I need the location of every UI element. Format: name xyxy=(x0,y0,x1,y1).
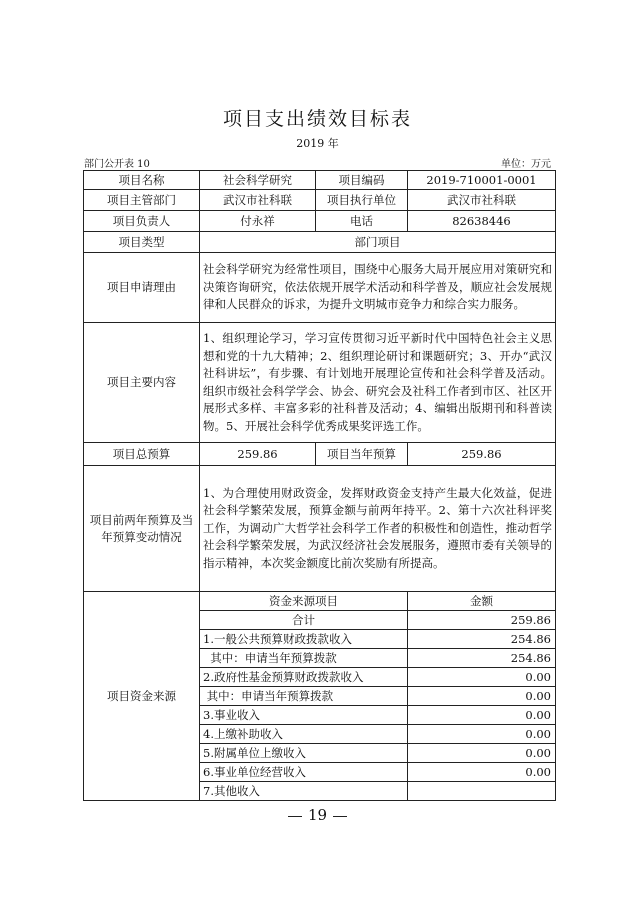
funding-item: 3.事业收入 xyxy=(200,706,408,725)
name-label: 项目名称 xyxy=(84,171,200,190)
unit-label: 单位：万元 xyxy=(501,159,551,170)
dept-label: 项目主管部门 xyxy=(84,190,200,211)
exec-value: 武汉市社科联 xyxy=(408,190,556,211)
current-budget-value: 259.86 xyxy=(408,443,556,466)
year-label: 2019 年 xyxy=(296,137,339,150)
funding-amount-total: 259.86 xyxy=(408,611,556,630)
funding-amount: 0.00 xyxy=(408,763,556,782)
funding-amount: 0.00 xyxy=(408,668,556,687)
funding-item: 7.其他收入 xyxy=(200,782,408,801)
change-text: 1、为合理使用财政资金，发挥财政资金支持产生最大化效益，促进社会科学繁荣发展，预算金额与前两年持平。2、第十六次社科评奖工作，为调动广大哲学社会科学工作者的积极性和创造性，推动哲学社会科学繁荣发展，为武汉经济社会发展服务，遵照市委有关领导的指示精神，本次奖金额度比前次奖励有所提高。 xyxy=(200,466,556,592)
total-budget-value: 259.86 xyxy=(200,443,316,466)
funding-item: 2.政府性基金预算财政拨款收入 xyxy=(200,668,408,687)
funding-item-total: 合计 xyxy=(200,611,408,630)
funding-item: 其中：申请当年预算拨款 xyxy=(200,649,408,668)
exec-label: 项目执行单位 xyxy=(316,190,408,211)
content-label: 项目主要内容 xyxy=(84,323,200,443)
funding-item: 1.一般公共预算财政拨款收入 xyxy=(200,630,408,649)
funding-item: 5.附属单位上缴收入 xyxy=(200,744,408,763)
funding-item: 其中：申请当年预算拨款 xyxy=(200,687,408,706)
phone-value: 82638446 xyxy=(408,211,556,232)
page-number xyxy=(0,806,635,824)
reason-text: 社会科学研究为经常性项目，围绕中心服务大局开展应用对策研究和决策咨询研究，依法依规开展学术活动和科学普及，顺应社会发展规律和人民群众的诉求，为提升文明城市竞争力和综合实力服务。 xyxy=(200,253,556,323)
total-budget-label: 项目总预算 xyxy=(84,443,200,466)
funding-header-source: 资金来源项目 xyxy=(200,592,408,611)
funding-amount: 0.00 xyxy=(408,687,556,706)
phone-label: 电话 xyxy=(316,211,408,232)
reason-label: 项目申请理由 xyxy=(84,253,200,323)
leader-label: 项目负责人 xyxy=(84,211,200,232)
name-value: 社会科学研究 xyxy=(200,171,316,190)
funding-label: 项目资金来源 xyxy=(84,592,200,801)
funding-amount: 0.00 xyxy=(408,725,556,744)
dash-left xyxy=(288,816,302,817)
type-value: 部门项目 xyxy=(200,232,556,253)
code-value: 2019-710001-0001 xyxy=(408,171,556,190)
dash-right xyxy=(333,816,347,817)
leader-value: 付永祥 xyxy=(200,211,316,232)
type-label: 项目类型 xyxy=(84,232,200,253)
funding-amount: 0.00 xyxy=(408,706,556,725)
table-number: 部门公开表 10 xyxy=(84,159,150,170)
funding-item: 6.事业单位经营收入 xyxy=(200,763,408,782)
funding-header-amount: 金额 xyxy=(408,592,556,611)
page-number-text: 19 xyxy=(307,806,328,824)
funding-amount: 254.86 xyxy=(408,630,556,649)
page-title: 项目支出绩效目标表 xyxy=(222,108,412,130)
funding-item: 4.上缴补助收入 xyxy=(200,725,408,744)
funding-amount: 254.86 xyxy=(408,649,556,668)
funding-amount: 0.00 xyxy=(408,744,556,763)
code-label: 项目编码 xyxy=(316,171,408,190)
current-budget-label: 项目当年预算 xyxy=(316,443,408,466)
content-text: 1、组织理论学习，学习宣传贯彻习近平新时代中国特色社会主义思想和党的十九大精神；2、组织理论研讨和课题研究；3、开办“武汉社科讲坛”，有步骤、有计划地开展理论宣传和社会科学普及活动。组织市级社会科学学会、协会、研究会及社科工作者到市区、社区开展形式多样、丰富多彩的社科普及活动；4、编辑出版期刊和科普读物。5、开展社会科学优秀成果奖评选工作。 xyxy=(200,323,556,443)
funding-amount xyxy=(408,782,556,801)
change-label: 项目前两年预算及当年预算变动情况 xyxy=(84,466,200,592)
dept-value: 武汉市社科联 xyxy=(200,190,316,211)
performance-table xyxy=(83,170,556,801)
